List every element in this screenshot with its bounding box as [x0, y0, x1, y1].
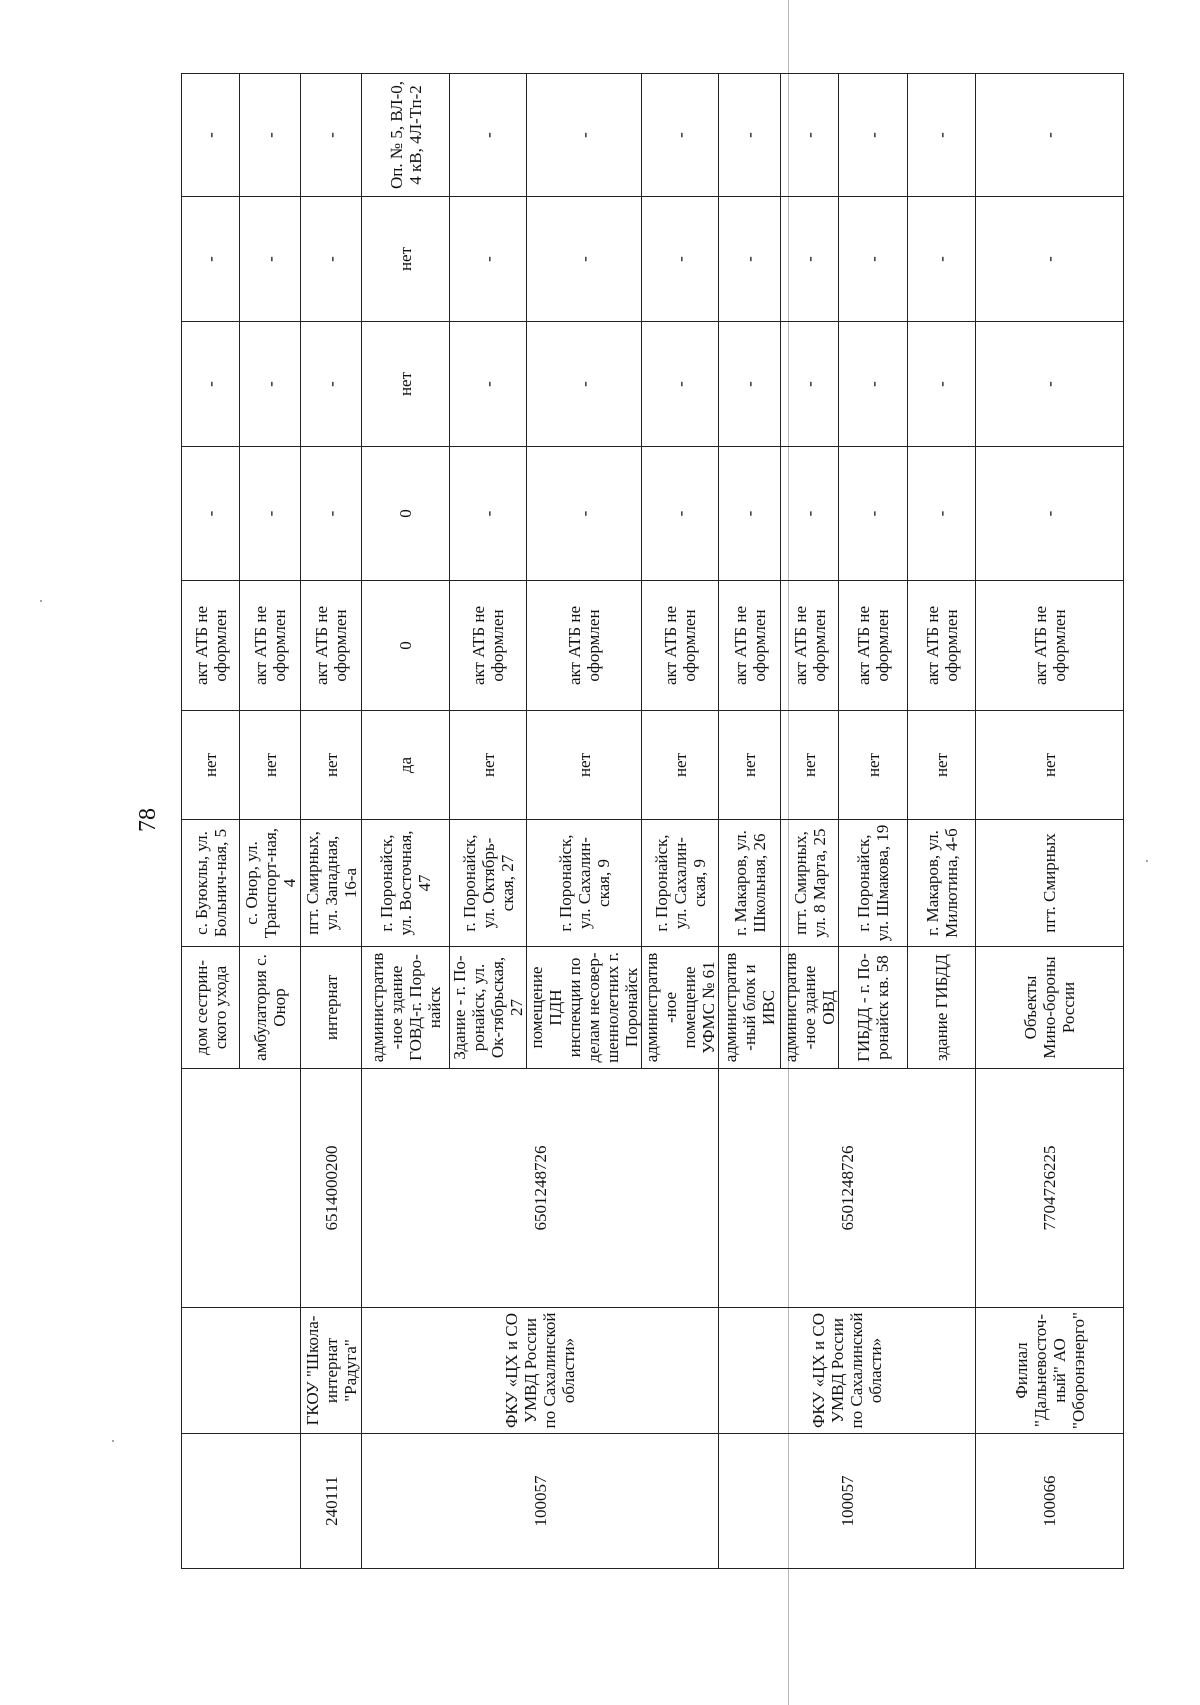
- flag-cell: нет: [719, 711, 781, 820]
- object-cell: Объекты Мино-бороны России: [976, 947, 1124, 1069]
- act-cell: акт АТБ не оформлен: [908, 581, 976, 711]
- address-cell: г. Поронайск, ул. Сахалин-ская, 9: [642, 820, 719, 947]
- act-cell: 0: [362, 581, 450, 711]
- table-row: [182, 74, 240, 1569]
- value-cell: -: [976, 74, 1124, 197]
- value-cell: -: [839, 322, 908, 447]
- inn-cell: 6501248726: [362, 1069, 719, 1308]
- page-number: 78: [135, 808, 161, 832]
- value-cell: -: [719, 322, 781, 447]
- scan-speck: [112, 1440, 114, 1442]
- value-cell: -: [908, 447, 976, 581]
- value-cell: -: [527, 197, 642, 322]
- object-cell: интернат: [301, 947, 362, 1069]
- value-cell: -: [240, 322, 301, 447]
- address-cell: г. Макаров, ул. Милютина, 4-б: [908, 820, 976, 947]
- value-cell: -: [781, 74, 839, 197]
- org-cell: ФКУ «ЦХ и СО УМВД России по Сахалинской области»: [362, 1308, 719, 1434]
- value-cell: -: [976, 322, 1124, 447]
- inn-cell: [182, 1069, 301, 1308]
- flag-cell: нет: [301, 711, 362, 820]
- flag-cell: нет: [527, 711, 642, 820]
- value-cell: -: [240, 74, 301, 197]
- org-cell: ФКУ «ЦХ и СО УМВД России по Сахалинской области»: [719, 1308, 976, 1434]
- object-cell: здание ГИБДД: [908, 947, 976, 1069]
- value-cell: -: [527, 447, 642, 581]
- value-cell: -: [301, 322, 362, 447]
- value-cell: нет: [362, 322, 450, 447]
- value-cell: -: [781, 322, 839, 447]
- flag-cell: нет: [642, 711, 719, 820]
- table-row: [362, 74, 450, 1569]
- act-cell: акт АТБ не оформлен: [642, 581, 719, 711]
- object-cell: ГИБДД - г. По-ронайск кв. 58: [839, 947, 908, 1069]
- act-cell: акт АТБ не оформлен: [240, 581, 301, 711]
- act-cell: акт АТБ не оформлен: [450, 581, 527, 711]
- address-cell: с. Онор, ул. Транспорт-ная, 4: [240, 820, 301, 947]
- value-cell: -: [301, 447, 362, 581]
- value-cell: -: [182, 197, 240, 322]
- code-cell: 100057: [719, 1434, 976, 1569]
- value-cell: Оп. № 5, ВЛ-0, 4 кВ, 4Л-Тп-2: [362, 74, 450, 197]
- flag-cell: да: [362, 711, 450, 820]
- address-cell: г. Поронайск, ул. Сахалин-ская, 9: [527, 820, 642, 947]
- act-cell: акт АТБ не оформлен: [719, 581, 781, 711]
- act-cell: акт АТБ не оформлен: [781, 581, 839, 711]
- value-cell: -: [908, 74, 976, 197]
- value-cell: -: [839, 447, 908, 581]
- table-row: [976, 74, 1124, 1569]
- value-cell: -: [301, 197, 362, 322]
- value-cell: -: [908, 322, 976, 447]
- flag-cell: нет: [839, 711, 908, 820]
- value-cell: -: [781, 197, 839, 322]
- value-cell: -: [642, 322, 719, 447]
- value-cell: 0: [362, 447, 450, 581]
- address-cell: с. Буюклы, ул. Больнич-ная, 5: [182, 820, 240, 947]
- object-cell: амбулатория с. Онор: [240, 947, 301, 1069]
- object-cell: Здание - г. По-ронайск, ул. Ок-тябрьская, 27: [450, 947, 527, 1069]
- address-cell: пгт. Смирных, ул. Западная, 16-а: [301, 820, 362, 947]
- org-cell: [182, 1308, 301, 1434]
- act-cell: акт АТБ не оформлен: [527, 581, 642, 711]
- address-cell: г. Макаров, ул. Школьная, 26: [719, 820, 781, 947]
- address-cell: пгт. Смирных: [976, 820, 1124, 947]
- value-cell: -: [642, 197, 719, 322]
- rotated-table-area: [181, 74, 1095, 1569]
- address-cell: пгт. Смирных, ул. 8 Марта, 25: [781, 820, 839, 947]
- address-cell: г. Поронайск, ул. Шмакова, 19: [839, 820, 908, 947]
- value-cell: -: [527, 322, 642, 447]
- value-cell: нет: [362, 197, 450, 322]
- flag-cell: нет: [240, 711, 301, 820]
- value-cell: -: [240, 197, 301, 322]
- table-row: [301, 74, 362, 1569]
- object-cell: административ-ное здание ГОВД-г. Поро-найск: [362, 947, 450, 1069]
- value-cell: -: [839, 74, 908, 197]
- flag-cell: нет: [182, 711, 240, 820]
- code-cell: 100057: [362, 1434, 719, 1569]
- address-cell: г. Поронайск, ул. Восточная, 47: [362, 820, 450, 947]
- value-cell: -: [182, 322, 240, 447]
- flag-cell: нет: [450, 711, 527, 820]
- act-cell: акт АТБ не оформлен: [976, 581, 1124, 711]
- value-cell: -: [719, 197, 781, 322]
- value-cell: -: [976, 197, 1124, 322]
- address-cell: г. Поронайск, ул. Октябрь-ская, 27: [450, 820, 527, 947]
- org-cell: Филиал "Дальневосточ-ный" АО "Оборонэнерго": [976, 1308, 1124, 1434]
- object-cell: административ-ный блок и ИВС: [719, 947, 781, 1069]
- flag-cell: нет: [781, 711, 839, 820]
- org-cell: ГКОУ "Школа-интернат "Радуга": [301, 1308, 362, 1434]
- value-cell: -: [527, 74, 642, 197]
- value-cell: -: [719, 447, 781, 581]
- flag-cell: нет: [908, 711, 976, 820]
- code-cell: 100066: [976, 1434, 1124, 1569]
- value-cell: -: [450, 322, 527, 447]
- value-cell: -: [642, 447, 719, 581]
- inn-cell: 6501248726: [719, 1069, 976, 1308]
- flag-cell: нет: [976, 711, 1124, 820]
- inn-cell: 6514000200: [301, 1069, 362, 1308]
- value-cell: -: [450, 447, 527, 581]
- object-cell: административ-ное помещение УФМС № 61: [642, 947, 719, 1069]
- value-cell: -: [301, 74, 362, 197]
- code-cell: [182, 1434, 301, 1569]
- code-cell: 240111: [301, 1434, 362, 1569]
- scan-speck: [40, 600, 42, 602]
- value-cell: -: [719, 74, 781, 197]
- value-cell: -: [839, 197, 908, 322]
- value-cell: -: [450, 74, 527, 197]
- object-cell: дом сестрин-ского ухода: [182, 947, 240, 1069]
- table-row: [719, 74, 781, 1569]
- value-cell: -: [182, 447, 240, 581]
- object-cell: помещение ПДН инспекции по делам несовер-шеннолетних г. Поронайск: [527, 947, 642, 1069]
- value-cell: -: [182, 74, 240, 197]
- value-cell: -: [642, 74, 719, 197]
- act-cell: акт АТБ не оформлен: [301, 581, 362, 711]
- act-cell: акт АТБ не оформлен: [839, 581, 908, 711]
- object-cell: административ-ное здание ОВД: [781, 947, 839, 1069]
- act-cell: акт АТБ не оформлен: [182, 581, 240, 711]
- value-cell: -: [781, 447, 839, 581]
- objects-table: [181, 73, 1124, 1569]
- inn-cell: 7704726225: [976, 1069, 1124, 1308]
- value-cell: -: [908, 197, 976, 322]
- scan-speck: [1146, 860, 1148, 862]
- value-cell: -: [240, 447, 301, 581]
- value-cell: -: [450, 197, 527, 322]
- value-cell: -: [976, 447, 1124, 581]
